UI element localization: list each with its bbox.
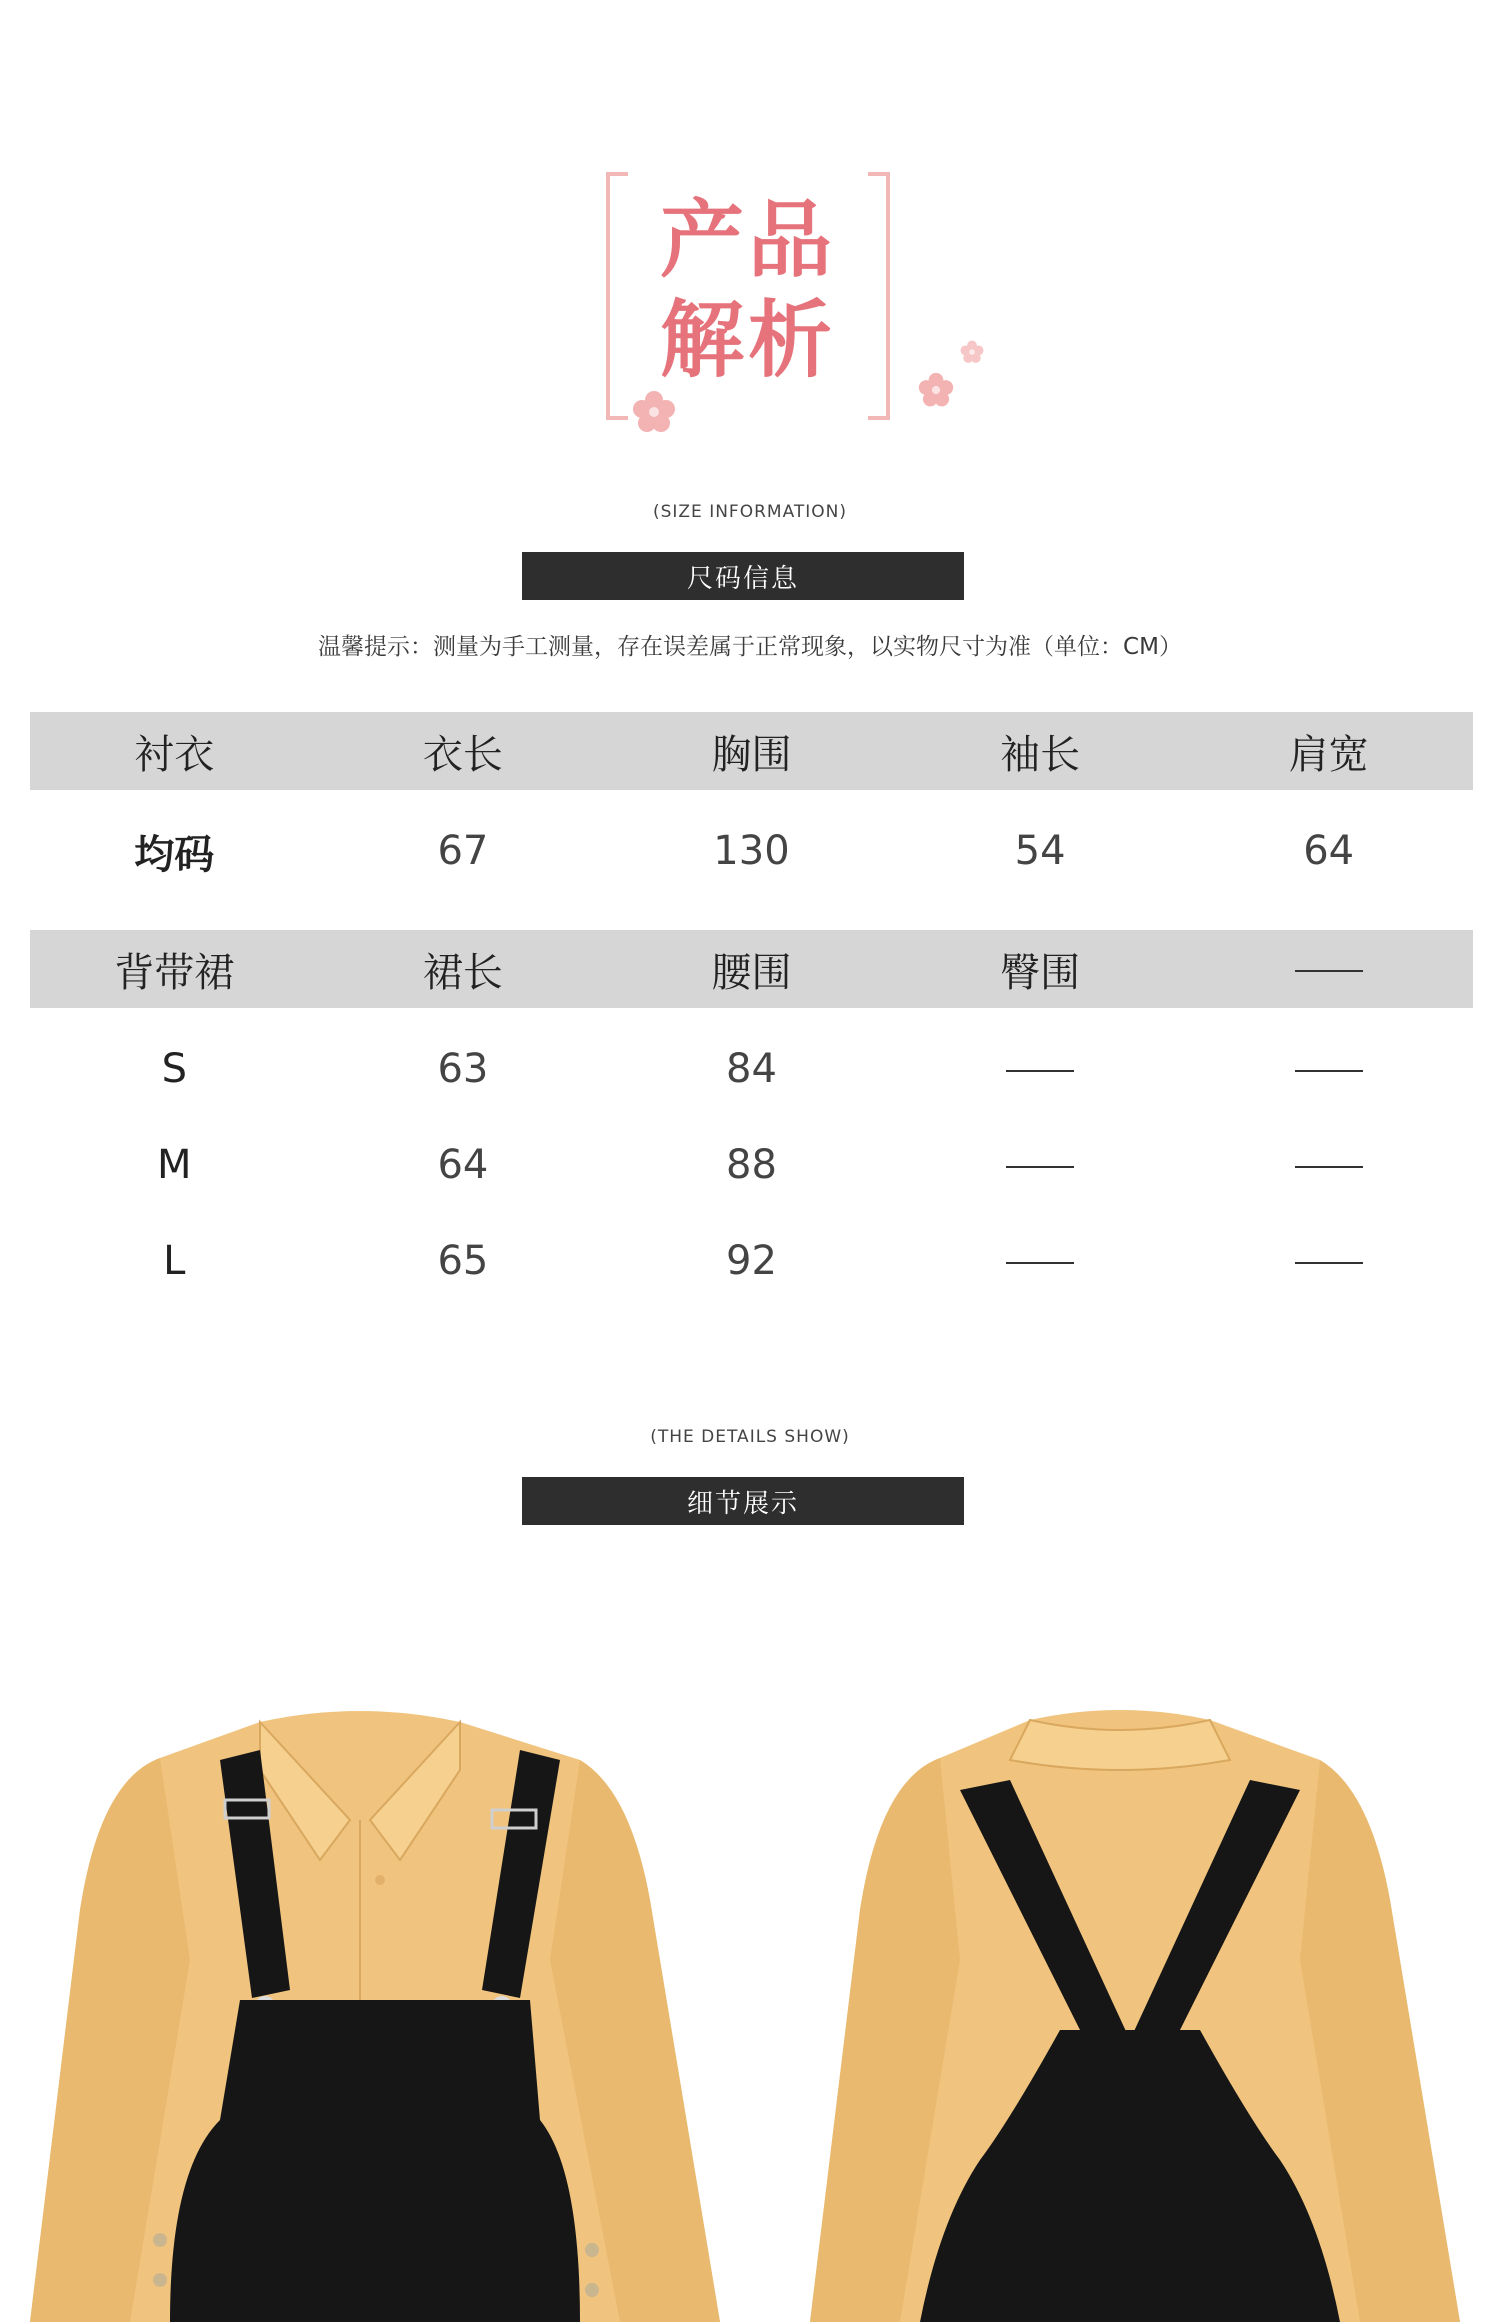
header-cell: 裙长 (422, 949, 503, 996)
title-text (606, 190, 890, 390)
dash-placeholder (1295, 1166, 1363, 1168)
header-cell: 臀围 (1000, 949, 1081, 996)
size-label: 均码 (134, 831, 215, 878)
measurement-notice: 温馨提示：测量为手工测量，存在误差属于正常现象，以实物尺寸为准（单位：CM） (318, 634, 1182, 660)
table-row (30, 1130, 1473, 1200)
size-label: M (157, 1142, 192, 1188)
table-cell: 64 (1303, 828, 1355, 874)
header-cell: 腰围 (711, 949, 792, 996)
size-label: L (163, 1238, 186, 1284)
product-back-image (800, 1700, 1480, 2322)
dash-placeholder (1006, 1262, 1074, 1264)
title-line-1: 产品 (659, 191, 836, 289)
header-cell: 衣长 (422, 731, 503, 778)
header-cell: 袖长 (1000, 731, 1081, 778)
table-cell: 54 (1014, 828, 1066, 874)
table-row (30, 816, 1473, 886)
flower-icon (632, 390, 676, 434)
table-cell: 65 (437, 1238, 489, 1284)
table-row (30, 1226, 1473, 1296)
header-cell (1184, 946, 1473, 992)
size-section-title: 尺码信息 (522, 552, 964, 600)
size-label: S (161, 1046, 187, 1092)
table-cell: 92 (726, 1238, 777, 1284)
table-row (30, 1034, 1473, 1104)
overall-header-row (30, 930, 1473, 1008)
dash-placeholder (1006, 1070, 1074, 1072)
flower-icon (918, 372, 954, 408)
table-cell: 88 (726, 1142, 777, 1188)
table-cell (1184, 1142, 1473, 1188)
table-cell (896, 1046, 1185, 1092)
table-cell (896, 1238, 1185, 1284)
table-cell: 63 (437, 1046, 489, 1092)
details-section-title: 细节展示 (522, 1477, 964, 1525)
title-line-2: 解析 (659, 291, 836, 389)
table-cell: 64 (437, 1142, 489, 1188)
dash-placeholder (1295, 1262, 1363, 1264)
dash-placeholder (1295, 1070, 1363, 1072)
header-cell: 衬衣 (134, 731, 215, 778)
table-cell: 84 (726, 1046, 777, 1092)
size-subtitle-en: (SIZE INFORMATION) (652, 502, 848, 522)
dash-placeholder (1006, 1166, 1074, 1168)
dash-placeholder (1295, 970, 1363, 972)
product-analysis-title (606, 172, 890, 420)
flower-icon (960, 340, 984, 364)
header-cell: 背带裙 (114, 949, 235, 996)
header-cell: 肩宽 (1288, 731, 1369, 778)
shirt-header-row (30, 712, 1473, 790)
product-front-image (20, 1700, 740, 2322)
table-cell (896, 1142, 1185, 1188)
table-cell: 67 (437, 828, 489, 874)
details-subtitle-en: (THE DETAILS SHOW) (650, 1427, 850, 1447)
table-cell (1184, 1046, 1473, 1092)
header-cell: 胸围 (711, 731, 792, 778)
table-cell: 130 (713, 828, 790, 874)
table-cell (1184, 1238, 1473, 1284)
